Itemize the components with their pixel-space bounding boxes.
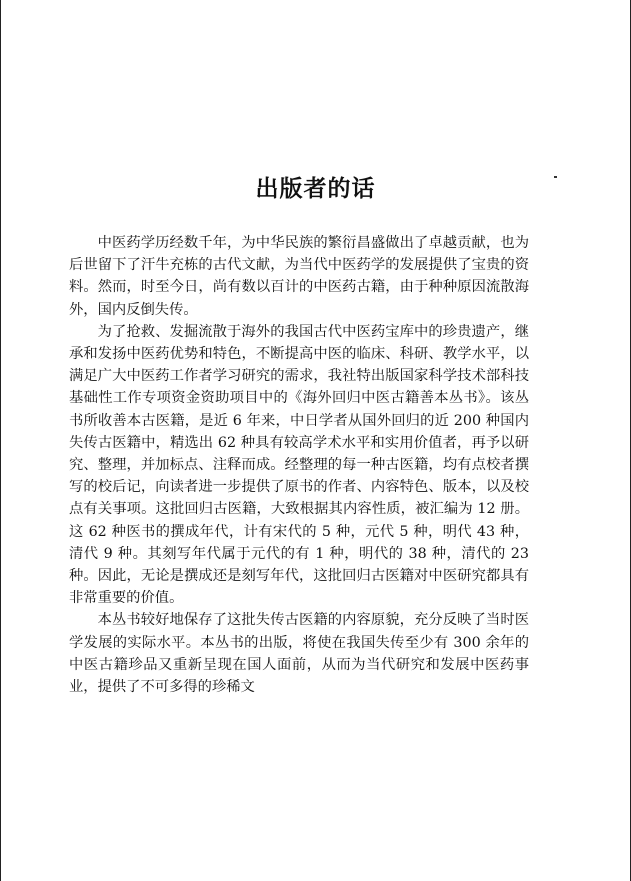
body-text	[69, 232, 529, 698]
paragraph-1: 中医药学历经数千年，为中华民族的繁衍昌盛做出了卓越贡献，也为后世留下了汗牛充栋的古代文献，为当代中医药学的发展提供了宝贵的资料。然而，时至今日，尚有数以百计的中医药古籍，由于种种原因流散海外，国内反倒失传。	[69, 235, 529, 318]
page-edge-left	[0, 0, 1, 881]
paragraph-3: 本丛书较好地保存了这批失传古医籍的内容原貌，充分反映了当时医学发展的实际水平。本丛书的出版，将使在我国失传至少有 300 余年的中医古籍珍品又重新呈现在国人面前，从而为当代研究和发展中医药事业，提供了不可多得的珍稀文	[69, 612, 529, 696]
paragraph-2: 为了抢救、发掘流散于海外的我国古代中医药宝库中的珍贵遗产，继承和发扬中医药优势和特色，不断提高中医的临床、科研、教学水平，以满足广大中医药工作者学习研究的需求，我社特出版国家科学技术部科技基础性工作专项资金资助项目中的《海外回归中医古籍善本丛书》。该丛书所收善本古医籍，是近 6 年来，中日学者从国外回归的近 200 种国内失传古医籍中，精选出 62 种具有较高学术水平和实用价值者，再予以研究、整理，并加标点、注释而成。经整理的每一种古医籍，均有点校者撰写的校后记，向读者进一步提供了原书的作者、内容特色、版本，以及校点有关事项。这批回归古医籍，大致根据其内容性质，被汇编为 12 册。这 62 种医书的撰成年代，计有宋代的 5 种，元代 5 种，明代 43 种，清代 9 种。其刻写年代属于元代的有 1 种，明代的 38 种，清代的 23 种。因此，无论是撰成还是刻写年代，这批回归古医籍对中医研究都具有非常重要的价值。	[69, 323, 529, 607]
page-title: 出版者的话	[255, 176, 376, 202]
